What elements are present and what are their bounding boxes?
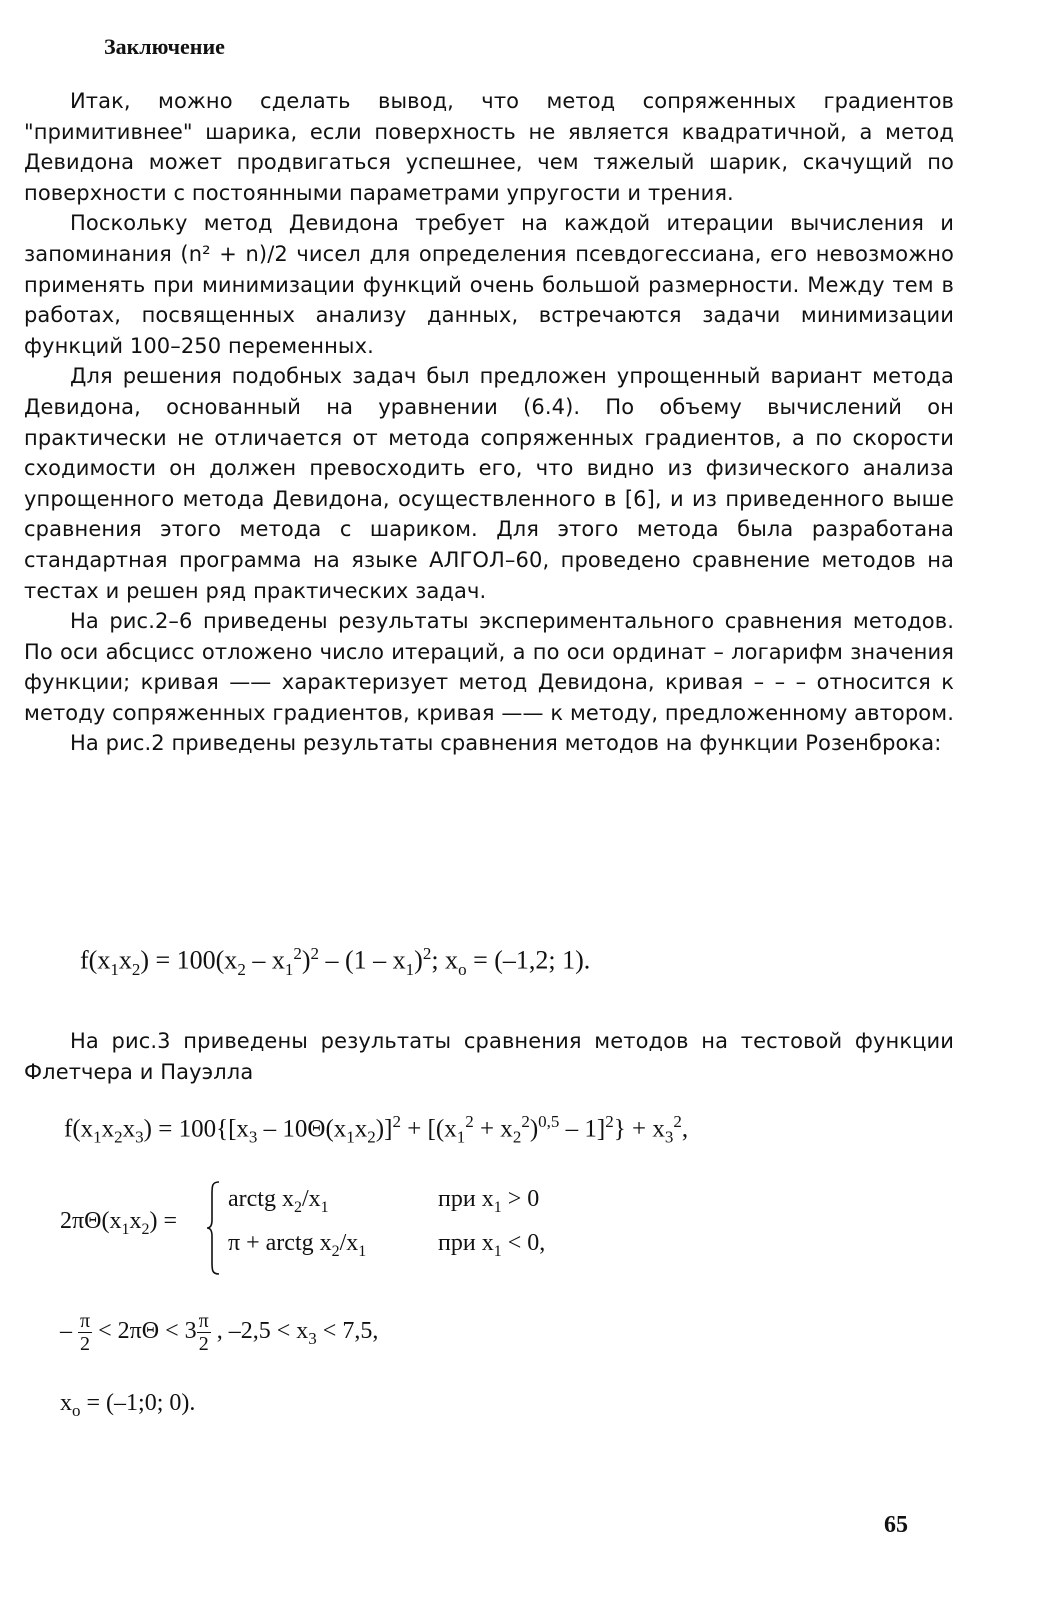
paragraph-4: На рис.2–6 приведены результаты экспериментального сравнения методов. По оси абсцисс отложено число итераций, а по оси ординат – логарифм значения функции; кривая —— характеризует метод Девидона, кривая – – – относится к методу сопряженных градиентов, кривая —— к методу, предложенному автором.: [24, 609, 954, 725]
body-text-upper: [24, 86, 954, 759]
pi-over-2-fraction: $\frac{\pi}{2}$: [198, 1310, 209, 1355]
fletcher-powell-formula: $f(x_1x_2x_3) = 100\{[x_3 - 10\Theta(x_1x_2)]^2 + [(x_1^2 + x_2^2)^{0,5} - 1]^2\} + x_3^2$,: [64, 1112, 689, 1147]
theta-lhs: $2\pi\Theta(x_1x_2)$ =: [60, 1208, 177, 1238]
paragraph-fletcher: На рис.3 приведены результаты сравнения методов на тестовой функции Флетчера и Пауэлла: [24, 1029, 954, 1084]
paragraph-3: Для решения подобных задач был предложен упрощенный вариант метода Девидона, основанный на уравнении (6.4). По объему вычислений он практически не отличается от метода сопряженных градиентов, а по скорости сходимости он должен превосходить его, что видно из физического анализа упрощенного метода Девидона, осуществленного в [6], и из приведенного выше сравнения этого метода с шариком. Для этого метода была разработана стандартная программа на языке АЛГОЛ–60, проведено сравнение методов на тестах и решен ряд практических задач.: [24, 364, 954, 603]
pi-over-2-fraction: $\frac{\pi}{2}$: [80, 1310, 91, 1355]
paragraph-1: Итак, можно сделать вывод, что метод сопряженных градиентов "примитивнее" шарика, если поверхность не является квадратичной, а метод Девидона может продвигаться успешнее, чем тяжелый шарик, скачущий по поверхности с постоянными параметрами упругости и трения.: [24, 89, 954, 205]
section-heading: Заключение: [104, 34, 225, 59]
theta-range-formula: – $\frac{\pi}{2}$ < 2πΘ < 3 $\frac{\pi}{2}$ , $-2,5 < x_3 < 7,5$,: [60, 1310, 379, 1355]
curly-brace-icon: [206, 1180, 220, 1276]
rosenbrock-formula: $f(x_1x_2) = 100(x_2 - x_1^2)^2 - (1 - x_1)^2$; $x_o = (-1,2$; 1).: [80, 944, 591, 979]
body-text-lower: [24, 1026, 954, 1087]
page-number: 65: [884, 1512, 908, 1538]
theta-case-1: arctg $x_2/x_1$ при $x_1 > 0$: [228, 1186, 540, 1216]
theta-case-2: π + arctg $x_2/x_1$ при $x_1 < 0$,: [228, 1230, 546, 1260]
paragraph-2: Поскольку метод Девидона требует на каждой итерации вычисления и запоминания (n² + n)/2 чисел для определения псевдогессиана, его невозможно применять при минимизации функций очень большой размерности. Между тем в работах, посвященных анализу данных, встречаются задачи минимизации функций 100–250 переменных.: [24, 211, 954, 358]
paragraph-5: На рис.2 приведены результаты сравнения методов на функции Розенброка:: [70, 731, 942, 756]
initial-point-formula: $x_o$ = (–1;0; 0).: [60, 1390, 196, 1420]
